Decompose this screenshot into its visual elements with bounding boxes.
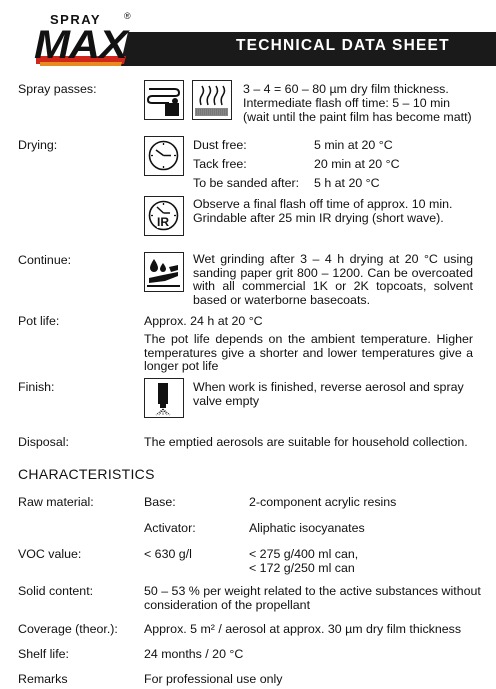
- raw-material-label: Raw material:: [18, 495, 94, 509]
- spray-passes-label: Spray passes:: [18, 82, 97, 96]
- sanding-value: 5 h at 20 °C: [314, 176, 380, 190]
- ir-clock-icon: [144, 196, 184, 236]
- activator-label: Activator:: [144, 521, 196, 535]
- voc-line-2: < 172 g/250 ml can: [249, 561, 355, 575]
- logo-registered-mark: ®: [124, 11, 131, 21]
- solid-line-1: 50 – 53 % per weight related to the active substances without: [144, 584, 481, 598]
- shelf-life-label: Shelf life:: [18, 647, 69, 661]
- ir-badge-text: IR: [157, 215, 169, 229]
- clock-icon: [144, 136, 184, 176]
- spray-line-2: Intermediate flash off time: 5 – 10 min: [243, 96, 451, 110]
- voc-label: VOC value:: [18, 547, 82, 561]
- spraymax-logo: [34, 12, 134, 72]
- shelf-life-value: 24 months / 20 °C: [144, 647, 244, 661]
- remarks-label: Remarks: [18, 672, 68, 686]
- coverage-value: Approx. 5 m² / aerosol at approx. 30 µm dry film thickness: [144, 622, 462, 636]
- finish-line-2: valve empty: [193, 394, 260, 408]
- spray-line-1: 3 – 4 = 60 – 80 µm dry film thickness.: [243, 82, 449, 96]
- voc-value: < 630 g/l: [144, 547, 192, 561]
- sanding-label: To be sanded after:: [193, 176, 300, 190]
- solid-content-label: Solid content:: [18, 584, 94, 598]
- dust-free-value: 5 min at 20 °C: [314, 138, 393, 152]
- remarks-value: For professional use only: [144, 672, 283, 686]
- pot-life-label: Pot life:: [18, 314, 60, 328]
- activator-value: Aliphatic isocyanates: [249, 521, 365, 535]
- continue-label: Continue:: [18, 253, 72, 267]
- disposal-text: The emptied aerosols are suitable for household collection.: [144, 435, 468, 449]
- ir-line-2: Grindable after 25 min IR drying (short wave).: [193, 211, 444, 225]
- base-value: 2-component acrylic resins: [249, 495, 397, 509]
- flash-off-icon: [192, 80, 232, 120]
- solid-line-2: consideration of the propellant: [144, 598, 311, 612]
- finish-label: Finish:: [18, 380, 55, 394]
- ir-line-1: Observe a final flash off time of approx. 10 min.: [193, 197, 453, 211]
- document-title: TECHNICAL DATA SHEET: [236, 37, 450, 54]
- characteristics-heading: CHARACTERISTICS: [18, 466, 155, 482]
- pot-life-value: Approx. 24 h at 20 °C: [144, 314, 263, 328]
- tack-free-label: Tack free:: [193, 157, 247, 171]
- spray-line-3: (wait until the paint film has become matt): [243, 110, 472, 124]
- aerosol-reverse-icon: [144, 378, 184, 418]
- continue-text: Wet grinding after 3 – 4 h drying at 20 °C using sanding paper grit 800 – 1200. Can be overcoated with all commercial 1K or 2K topcoats, solvent based or waterborne basecoats.: [193, 252, 473, 308]
- finish-line-1: When work is finished, reverse aerosol and spray: [193, 380, 464, 394]
- disposal-label: Disposal:: [18, 435, 69, 449]
- logo-top-text: SPRAY: [50, 12, 102, 27]
- pot-life-text: The pot life depends on the ambient temperature. Higher temperatures give a shorter and lower temperatures give a longer pot life: [144, 332, 473, 374]
- base-label: Base:: [144, 495, 176, 509]
- drying-label: Drying:: [18, 138, 58, 152]
- wet-sanding-icon: [144, 252, 184, 292]
- logo-main-text: MAX: [34, 23, 127, 67]
- dust-free-label: Dust free:: [193, 138, 247, 152]
- spray-pattern-icon: [144, 80, 184, 120]
- voc-line-1: < 275 g/400 ml can,: [249, 547, 359, 561]
- tack-free-value: 20 min at 20 °C: [314, 157, 400, 171]
- coverage-label: Coverage (theor.):: [18, 622, 118, 636]
